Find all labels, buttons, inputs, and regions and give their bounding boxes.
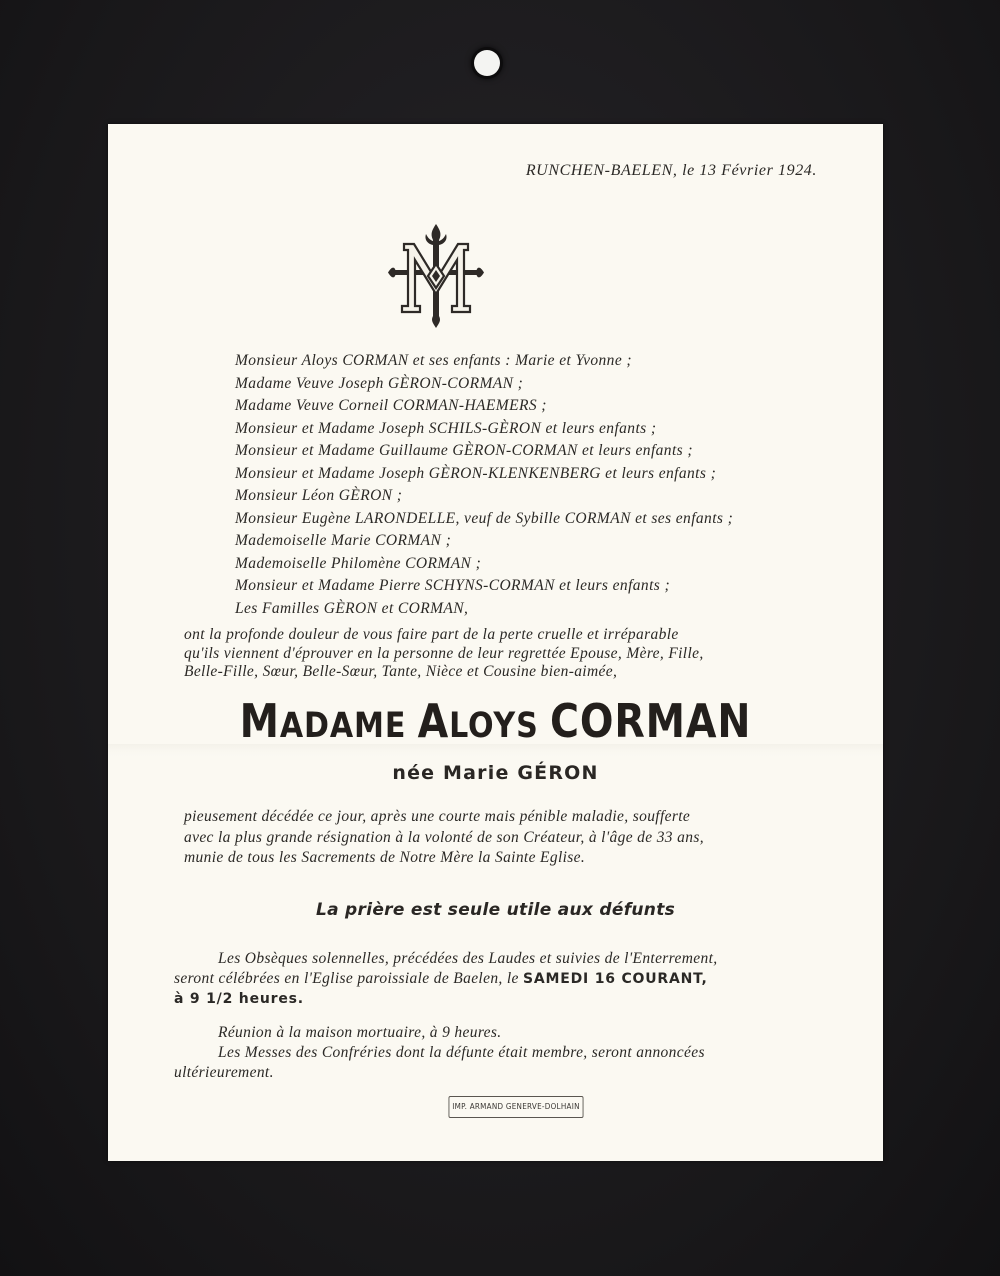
funeral-line xyxy=(174,969,834,989)
name-initial: M xyxy=(239,694,280,748)
family-line: Monsieur Eugène LARONDELLE, veuf de Sybille CORMAN et ses enfants ; xyxy=(235,509,734,527)
funeral-time: à 9 1/2 heures. xyxy=(174,991,304,1007)
funeral-line: Les Messes des Confréries dont la défunte était membre, seront annoncées xyxy=(218,1044,705,1061)
announcement-line: ont la profonde douleur de vous faire part de la perte cruelle et irréparable xyxy=(184,626,679,643)
funeral-line: ultérieurement. xyxy=(174,1064,274,1081)
name-smallcaps: LOYS xyxy=(449,706,550,746)
marian-monogram-cross-icon xyxy=(386,220,486,330)
printer-stamp: IMP. ARMAND GENERVE-DOLHAIN xyxy=(449,1096,584,1118)
family-list xyxy=(235,350,855,620)
family-line: Monsieur et Madame Guillaume GÈRON-CORMAN et leurs enfants ; xyxy=(235,442,693,459)
family-line: Mademoiselle Philomène CORMAN ; xyxy=(235,554,482,572)
death-notice-card xyxy=(108,124,883,1161)
family-line: Monsieur et Madame Joseph SCHILS-GÈRON et leurs enfants ; xyxy=(235,419,657,437)
funeral-line: Réunion à la maison mortuaire, à 9 heures. xyxy=(218,1024,502,1041)
funeral-line: Les Obsèques solennelles, précédées des Laudes et suivies de l'Enterrement, xyxy=(218,950,718,967)
announcement-paragraph xyxy=(184,626,834,682)
family-line: Monsieur Léon GÈRON ; xyxy=(235,487,403,504)
family-line: Monsieur et Madame Pierre SCHYNS-CORMAN et leurs enfants ; xyxy=(235,577,671,594)
family-line: Madame Veuve Joseph GÈRON-CORMAN ; xyxy=(235,374,524,392)
name-surname: CORMAN xyxy=(549,694,752,748)
funeral-text: seront célébrées en l'Eglise paroissiale de Baelen, le xyxy=(174,970,519,987)
family-line: Monsieur et Madame Joseph GÈRON-KLENKENBERG et leurs enfants ; xyxy=(235,464,717,482)
name-initial: A xyxy=(417,694,450,748)
announcement-line: Belle-Fille, Sœur, Belle-Sœur, Tante, Nièce et Cousine bien-aimée, xyxy=(184,663,618,680)
funeral-line xyxy=(174,989,834,1009)
funeral-details xyxy=(174,949,834,1083)
prayer-heading: La prière est seule utile aux défunts xyxy=(315,900,676,920)
family-line: Mademoiselle Marie CORMAN ; xyxy=(235,532,452,549)
dateline: RUNCHEN-BAELEN, le 13 Février 1924. xyxy=(525,162,817,179)
family-line: Madame Veuve Corneil CORMAN-HAEMERS ; xyxy=(235,397,547,414)
name-smallcaps: ADAME xyxy=(279,706,418,746)
family-line: Les Familles GÈRON et CORMAN, xyxy=(235,599,469,617)
deceased-name xyxy=(162,694,829,748)
funeral-date: SAMEDI 16 COURANT, xyxy=(523,971,708,987)
family-line: Monsieur Aloys CORMAN et ses enfants : Marie et Yvonne ; xyxy=(235,352,632,369)
death-line: avec la plus grande résignation à la volonté de son Créateur, à l'âge de 33 ans, xyxy=(184,828,704,846)
announcement-line: qu'ils viennent d'éprouver en la personne de leur regrettée Epouse, Mère, Fille, xyxy=(184,644,704,662)
death-line: munie de tous les Sacrements de Notre Mère la Sainte Eglise. xyxy=(184,849,586,866)
death-paragraph xyxy=(184,807,834,869)
death-line: pieusement décédée ce jour, après une courte mais pénible maladie, soufferte xyxy=(184,808,691,825)
birth-name: née Marie GÉRON xyxy=(392,762,599,784)
punch-hole xyxy=(474,50,500,76)
